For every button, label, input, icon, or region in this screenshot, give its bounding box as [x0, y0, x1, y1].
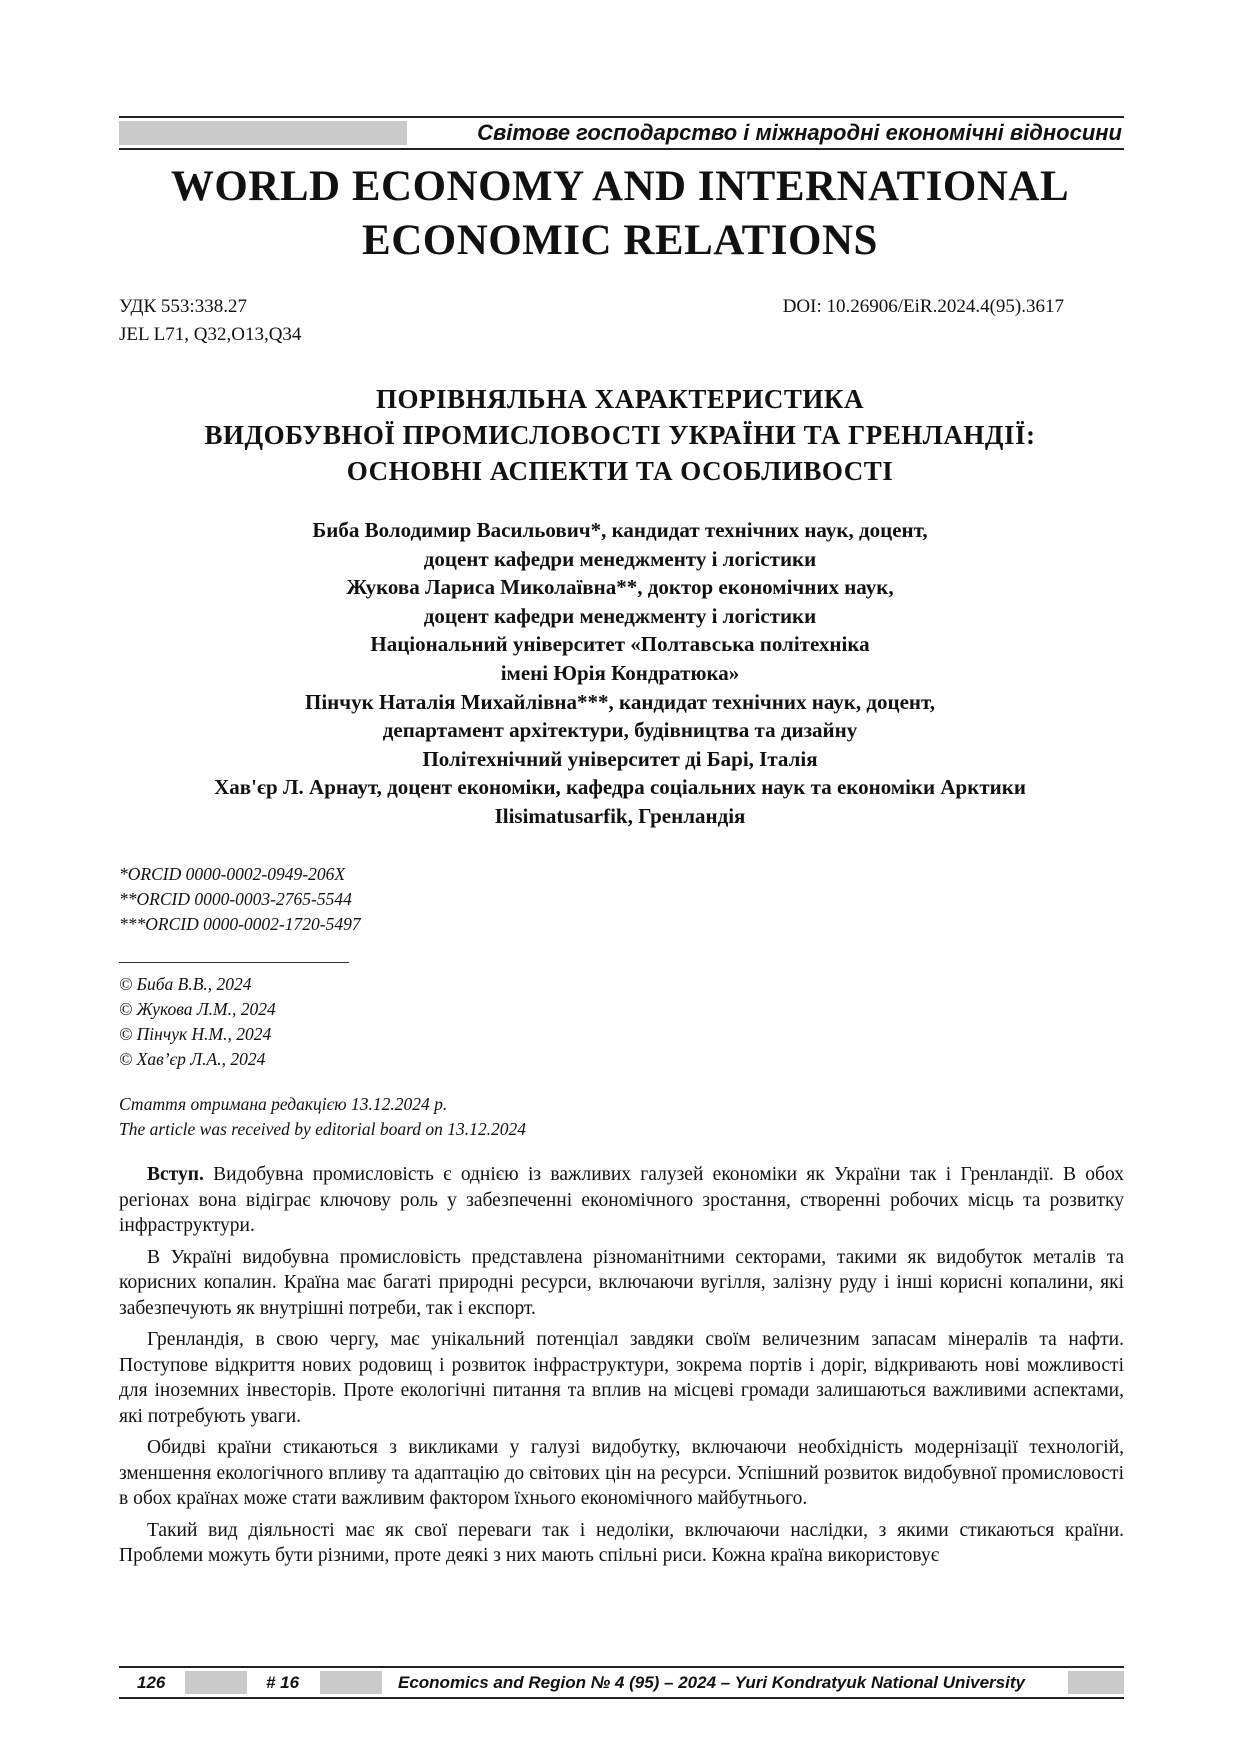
received-ua: Стаття отримана редакцією 13.12.2024 р. [119, 1094, 448, 1114]
article-title-line: ОСНОВНІ АСПЕКТИ ТА ОСОБЛИВОСТІ [346, 456, 894, 486]
received-en: The article was received by editorial board on 13.12.2024 [119, 1119, 526, 1139]
article-title [0, 381, 1240, 489]
article-body [119, 1162, 1124, 1569]
body-paragraph: Обидві країни стикаються з викликами у галузі видобутку, включаючи необхідність модернізації технологій, зменшення екологічного впливу та адаптацію до світових цін на ресурси. Успішний розвиток видобувної промисловості в обох країнах може стати важливим фактором їхнього економічного майбутнього. [119, 1437, 1124, 1509]
header-rule-top [119, 116, 1124, 118]
body-paragraph: Гренландія, в свою чергу, має унікальний потенціал завдяки своїм величезним запасам мінералів та нафти. Поступове відкриття нових родовищ і розвиток інфраструктури, зокрема портів і доріг, відкривають нові можливості для іноземних інвесторів. Проте екологічні питання та вплив на місцеві громади залишаються важливими аспектами, які потребують уваги. [119, 1329, 1124, 1427]
classification-codes [119, 293, 301, 349]
copyright-item: © Хав’єр Л.А., 2024 [119, 1049, 266, 1069]
copyright-item: © Биба В.В., 2024 [119, 974, 252, 994]
body-paragraph: Такий вид діяльності має як свої переваги так і недоліки, включаючи наслідки, з якими стикаються країни. Проблеми можуть бути різними, проте деякі з них мають спільні риси. Кожна країна використовує [119, 1519, 1124, 1566]
article-title-line: ВИДОБУВНОЇ ПРОМИСЛОВОСТІ УКРАЇНИ ТА ГРЕНЛАНДІЇ: [204, 420, 1036, 450]
footer-gray-band [1068, 1671, 1124, 1694]
orcid-item[interactable]: ***ORCID 0000-0002-1720-5497 [119, 914, 361, 934]
author-line: Політехнічний університет ді Барі, Італія [422, 746, 818, 771]
authors-block [0, 516, 1240, 831]
article-title-line: ПОРІВНЯЛЬНА ХАРАКТЕРИСТИКА [376, 384, 864, 414]
author-line: Ilisimatusarfik, Гренландія [494, 803, 746, 828]
body-paragraph: В Україні видобувна промисловість представлена різноманітними секторами, такими як видобуток металів та корисних копалин. Країна має багаті природні ресурси, включаючи вугілля, залізну руду і інші корисні копалини, які забезпечують як внутрішні потреби, так і експорт. [119, 1246, 1124, 1319]
orcid-list [119, 862, 361, 937]
author-line: Пінчук Наталія Михайлівна***, кандидат технічних наук, доцент, [305, 689, 935, 714]
copyright-item: © Пінчук Н.М., 2024 [119, 1024, 272, 1044]
author-line: Хав'єр Л. Арнаут, доцент економіки, кафедра соціальних наук та економіки Арктики [214, 775, 1026, 800]
jel-code: JEL L71, Q32,O13,Q34 [119, 324, 302, 345]
issue-number: # 16 [266, 1673, 300, 1692]
author-line: департамент архітектури, будівництва та дизайну [382, 718, 858, 743]
page-number: 126 [137, 1673, 166, 1692]
intro-label: Вступ. [147, 1164, 204, 1185]
received-note [119, 1092, 526, 1142]
paragraph-text: Видобувна промисловість є однією із важливих галузей економіки як України так і Гренландії. В обох регіонах вона відіграє ключову роль у забезпеченні економічного зростання, створенні робочих місць та розвитку інфраструктури. [119, 1164, 1124, 1236]
orcid-item[interactable]: *ORCID 0000-0002-0949-206X [119, 864, 346, 884]
author-line: Жукова Лариса Миколаївна**, доктор економічних наук, [346, 575, 894, 600]
body-paragraph [119, 1162, 1124, 1239]
footer-rule-bottom [119, 1697, 1124, 1699]
author-line: імені Юрія Кондратюка» [500, 660, 740, 685]
footer-gray-band [185, 1671, 247, 1694]
author-line: доцент кафедри менеджменту і логістики [423, 546, 817, 571]
section-title [0, 160, 1240, 268]
copyright-list [119, 972, 276, 1072]
udk-code: УДК 553:338.27 [119, 296, 247, 317]
header-gray-band [119, 121, 407, 145]
footer-gray-band [320, 1671, 382, 1694]
copyright-item: © Жукова Л.М., 2024 [119, 999, 276, 1019]
running-header: Світове господарство і міжнародні економічні відносини [477, 120, 1122, 145]
orcid-item[interactable]: **ORCID 0000-0003-2765-5544 [119, 889, 352, 909]
author-line: доцент кафедри менеджменту і логістики [423, 603, 817, 628]
section-title-line: WORLD ECONOMY AND INTERNATIONAL [170, 163, 1070, 210]
section-title-line: ECONOMIC RELATIONS [362, 217, 878, 264]
header-rule-bottom [119, 148, 1124, 150]
footnote-separator [119, 962, 349, 963]
author-line: Національний університет «Полтавська політехніка [370, 632, 870, 657]
doi[interactable]: DOI: 10.26906/EiR.2024.4(95).3617 [782, 296, 1064, 317]
journal-footer: Economics and Region № 4 (95) – 2024 – Yuri Kondratyuk National University [398, 1673, 1025, 1692]
author-line: Биба Володимир Васильович*, кандидат технічних наук, доцент, [312, 518, 928, 542]
footer-rule-top [119, 1666, 1124, 1668]
